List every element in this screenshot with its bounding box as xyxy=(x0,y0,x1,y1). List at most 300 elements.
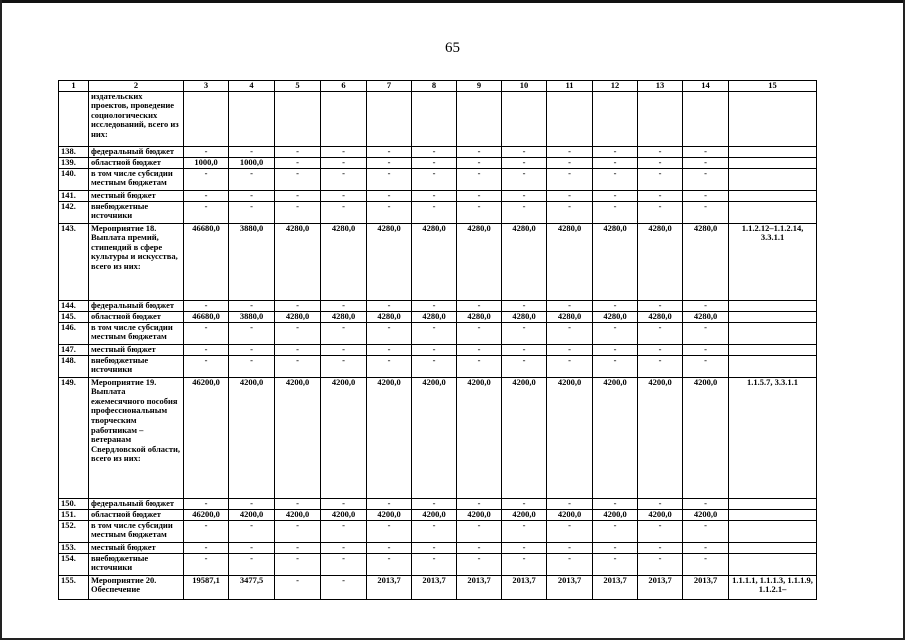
column-header-7: 7 xyxy=(367,81,412,92)
value-cell: - xyxy=(275,542,321,553)
row-name: областной бюджет xyxy=(89,311,184,322)
value-cell: - xyxy=(275,157,321,168)
row-name: в том числе субсидии местным бюджетам xyxy=(89,520,184,542)
value-cell: - xyxy=(184,553,229,575)
value-cell: - xyxy=(457,201,502,223)
value-cell: - xyxy=(638,146,683,157)
table-row xyxy=(59,322,817,344)
value-cell: - xyxy=(367,146,412,157)
value-cell: - xyxy=(367,542,412,553)
value-cell xyxy=(547,91,593,146)
value-cell: - xyxy=(457,190,502,201)
value-cell: - xyxy=(547,553,593,575)
column-header-10: 10 xyxy=(502,81,547,92)
value-cell: - xyxy=(412,542,457,553)
target-reference: 1.1.2.12–1.1.2.14, 3.3.1.1 xyxy=(729,223,817,300)
value-cell: - xyxy=(321,575,367,599)
value-cell: - xyxy=(321,322,367,344)
value-cell: - xyxy=(275,300,321,311)
value-cell: - xyxy=(184,355,229,377)
value-cell: 4280,0 xyxy=(593,311,638,322)
value-cell: - xyxy=(502,157,547,168)
target-reference xyxy=(729,201,817,223)
value-cell: - xyxy=(184,201,229,223)
value-cell: - xyxy=(457,520,502,542)
value-cell: - xyxy=(683,322,729,344)
value-cell: 2013,7 xyxy=(638,575,683,599)
value-cell: - xyxy=(229,201,275,223)
table-row xyxy=(59,168,817,190)
row-number: 138. xyxy=(59,146,89,157)
column-header-6: 6 xyxy=(321,81,367,92)
value-cell: - xyxy=(367,168,412,190)
target-reference xyxy=(729,509,817,520)
value-cell: - xyxy=(638,322,683,344)
column-header-14: 14 xyxy=(683,81,729,92)
value-cell: - xyxy=(638,553,683,575)
row-name: областной бюджет xyxy=(89,157,184,168)
value-cell: - xyxy=(683,520,729,542)
table-row xyxy=(59,300,817,311)
column-header-11: 11 xyxy=(547,81,593,92)
value-cell: 4200,0 xyxy=(593,509,638,520)
value-cell: - xyxy=(275,146,321,157)
value-cell: - xyxy=(229,498,275,509)
value-cell: - xyxy=(275,520,321,542)
target-reference xyxy=(729,168,817,190)
target-reference xyxy=(729,300,817,311)
value-cell: - xyxy=(229,542,275,553)
value-cell: - xyxy=(638,168,683,190)
value-cell: 1000,0 xyxy=(184,157,229,168)
table-row xyxy=(59,190,817,201)
value-cell xyxy=(683,91,729,146)
value-cell: 4280,0 xyxy=(321,223,367,300)
row-number: 140. xyxy=(59,168,89,190)
value-cell: - xyxy=(502,344,547,355)
table-row xyxy=(59,91,817,146)
value-cell: - xyxy=(367,190,412,201)
table-row xyxy=(59,344,817,355)
value-cell xyxy=(638,91,683,146)
value-cell: - xyxy=(412,322,457,344)
value-cell: - xyxy=(638,498,683,509)
value-cell: 4280,0 xyxy=(502,311,547,322)
target-reference xyxy=(729,553,817,575)
value-cell: 4200,0 xyxy=(367,509,412,520)
value-cell: 4280,0 xyxy=(412,311,457,322)
value-cell: - xyxy=(683,553,729,575)
value-cell: - xyxy=(638,201,683,223)
value-cell: - xyxy=(321,157,367,168)
value-cell: - xyxy=(275,190,321,201)
value-cell: - xyxy=(502,168,547,190)
row-number: 151. xyxy=(59,509,89,520)
value-cell: - xyxy=(367,520,412,542)
value-cell: 4280,0 xyxy=(367,223,412,300)
value-cell: - xyxy=(593,201,638,223)
value-cell: 2013,7 xyxy=(593,575,638,599)
value-cell: - xyxy=(547,520,593,542)
value-cell: - xyxy=(275,553,321,575)
value-cell: - xyxy=(184,146,229,157)
value-cell: - xyxy=(547,201,593,223)
row-number: 155. xyxy=(59,575,89,599)
value-cell: - xyxy=(184,168,229,190)
value-cell: - xyxy=(321,355,367,377)
value-cell: - xyxy=(367,553,412,575)
row-name: внебюджетные источники xyxy=(89,355,184,377)
table-row xyxy=(59,542,817,553)
row-name: внебюджетные источники xyxy=(89,201,184,223)
value-cell: - xyxy=(638,542,683,553)
column-header-2: 2 xyxy=(89,81,184,92)
value-cell: - xyxy=(321,498,367,509)
value-cell: - xyxy=(457,344,502,355)
table-body xyxy=(59,81,817,600)
column-header-5: 5 xyxy=(275,81,321,92)
value-cell: - xyxy=(184,498,229,509)
value-cell: 4280,0 xyxy=(275,223,321,300)
row-name: в том числе субсидии местным бюджетам xyxy=(89,168,184,190)
value-cell: - xyxy=(229,553,275,575)
value-cell: - xyxy=(412,553,457,575)
target-reference: 1.1.1.1, 1.1.1.3, 1.1.1.9, 1.1.2.1– xyxy=(729,575,817,599)
value-cell: - xyxy=(457,157,502,168)
value-cell: - xyxy=(547,355,593,377)
value-cell: 4200,0 xyxy=(547,377,593,498)
value-cell: - xyxy=(275,498,321,509)
row-name: в том числе субсидии местным бюджетам xyxy=(89,322,184,344)
value-cell xyxy=(457,91,502,146)
row-name: внебюджетные источники xyxy=(89,553,184,575)
table-row xyxy=(59,575,817,599)
table-row xyxy=(59,157,817,168)
value-cell: - xyxy=(683,355,729,377)
page-frame-top xyxy=(0,0,905,3)
row-number: 153. xyxy=(59,542,89,553)
column-header-15: 15 xyxy=(729,81,817,92)
value-cell: - xyxy=(321,201,367,223)
value-cell: 4200,0 xyxy=(457,509,502,520)
value-cell: - xyxy=(547,322,593,344)
value-cell: - xyxy=(229,190,275,201)
target-reference: 1.1.5.7, 3.3.1.1 xyxy=(729,377,817,498)
value-cell: - xyxy=(502,201,547,223)
value-cell: - xyxy=(502,146,547,157)
value-cell: 4200,0 xyxy=(593,377,638,498)
value-cell: - xyxy=(184,322,229,344)
value-cell: - xyxy=(184,520,229,542)
value-cell: - xyxy=(367,355,412,377)
value-cell xyxy=(593,91,638,146)
value-cell: - xyxy=(683,542,729,553)
column-header-9: 9 xyxy=(457,81,502,92)
target-reference xyxy=(729,190,817,201)
value-cell: - xyxy=(547,498,593,509)
row-name: федеральный бюджет xyxy=(89,146,184,157)
table-row xyxy=(59,146,817,157)
value-cell: - xyxy=(321,344,367,355)
row-name: местный бюджет xyxy=(89,344,184,355)
value-cell: 4280,0 xyxy=(321,311,367,322)
value-cell: - xyxy=(412,168,457,190)
column-header-12: 12 xyxy=(593,81,638,92)
row-number: 148. xyxy=(59,355,89,377)
table-row xyxy=(59,553,817,575)
value-cell: - xyxy=(683,344,729,355)
value-cell: - xyxy=(502,190,547,201)
value-cell: - xyxy=(275,575,321,599)
row-number: 152. xyxy=(59,520,89,542)
column-header-8: 8 xyxy=(412,81,457,92)
value-cell: - xyxy=(593,344,638,355)
value-cell: 4200,0 xyxy=(321,377,367,498)
value-cell: - xyxy=(367,322,412,344)
value-cell: - xyxy=(184,542,229,553)
value-cell: - xyxy=(683,201,729,223)
value-cell: 4200,0 xyxy=(683,377,729,498)
value-cell: - xyxy=(412,157,457,168)
value-cell: - xyxy=(275,344,321,355)
value-cell: 2013,7 xyxy=(502,575,547,599)
value-cell: - xyxy=(547,300,593,311)
value-cell: 2013,7 xyxy=(547,575,593,599)
value-cell: 4280,0 xyxy=(275,311,321,322)
value-cell: - xyxy=(502,322,547,344)
table-row xyxy=(59,223,817,300)
target-reference xyxy=(729,355,817,377)
value-cell: - xyxy=(547,168,593,190)
value-cell: - xyxy=(321,146,367,157)
target-reference xyxy=(729,146,817,157)
value-cell: 4280,0 xyxy=(638,311,683,322)
value-cell: - xyxy=(502,300,547,311)
value-cell: 4200,0 xyxy=(638,377,683,498)
target-reference xyxy=(729,157,817,168)
value-cell: - xyxy=(593,157,638,168)
budget-table xyxy=(58,80,817,600)
value-cell: 4200,0 xyxy=(275,377,321,498)
value-cell: - xyxy=(412,190,457,201)
row-number: 147. xyxy=(59,344,89,355)
value-cell: 2013,7 xyxy=(367,575,412,599)
value-cell: 19587,1 xyxy=(184,575,229,599)
value-cell: 4280,0 xyxy=(547,311,593,322)
value-cell: - xyxy=(457,168,502,190)
value-cell: - xyxy=(547,157,593,168)
table-row xyxy=(59,377,817,498)
value-cell: - xyxy=(184,190,229,201)
page-frame-left xyxy=(0,0,2,640)
value-cell: - xyxy=(502,355,547,377)
value-cell: - xyxy=(683,190,729,201)
value-cell: 4280,0 xyxy=(683,311,729,322)
value-cell: 4200,0 xyxy=(638,509,683,520)
value-cell: - xyxy=(367,498,412,509)
value-cell: 4200,0 xyxy=(229,509,275,520)
row-number: 145. xyxy=(59,311,89,322)
row-number: 143. xyxy=(59,223,89,300)
value-cell: 3880,0 xyxy=(229,311,275,322)
value-cell: - xyxy=(593,190,638,201)
value-cell: - xyxy=(229,168,275,190)
column-header-13: 13 xyxy=(638,81,683,92)
value-cell: - xyxy=(321,520,367,542)
value-cell: - xyxy=(229,322,275,344)
value-cell xyxy=(275,91,321,146)
row-number xyxy=(59,91,89,146)
value-cell: - xyxy=(457,355,502,377)
value-cell: - xyxy=(229,300,275,311)
value-cell: - xyxy=(457,322,502,344)
value-cell: 4200,0 xyxy=(547,509,593,520)
value-cell: - xyxy=(502,542,547,553)
value-cell: - xyxy=(184,344,229,355)
value-cell: - xyxy=(502,498,547,509)
value-cell: 2013,7 xyxy=(683,575,729,599)
table-row xyxy=(59,509,817,520)
value-cell: - xyxy=(229,146,275,157)
value-cell: - xyxy=(593,146,638,157)
row-name: местный бюджет xyxy=(89,190,184,201)
column-header-1: 1 xyxy=(59,81,89,92)
value-cell xyxy=(184,91,229,146)
value-cell: 4280,0 xyxy=(457,223,502,300)
target-reference xyxy=(729,91,817,146)
target-reference xyxy=(729,322,817,344)
value-cell: 46680,0 xyxy=(184,223,229,300)
value-cell: - xyxy=(229,520,275,542)
value-cell: - xyxy=(547,344,593,355)
value-cell: - xyxy=(412,201,457,223)
value-cell: 2013,7 xyxy=(412,575,457,599)
value-cell: 4200,0 xyxy=(367,377,412,498)
value-cell: - xyxy=(593,300,638,311)
row-number: 141. xyxy=(59,190,89,201)
row-number: 154. xyxy=(59,553,89,575)
column-header-3: 3 xyxy=(184,81,229,92)
value-cell: - xyxy=(683,157,729,168)
row-number: 149. xyxy=(59,377,89,498)
value-cell: 2013,7 xyxy=(457,575,502,599)
value-cell: - xyxy=(367,201,412,223)
value-cell: - xyxy=(229,355,275,377)
value-cell: - xyxy=(321,300,367,311)
value-cell: - xyxy=(229,344,275,355)
value-cell: - xyxy=(321,553,367,575)
value-cell: - xyxy=(457,300,502,311)
row-name: издательских проектов, проведение социологических исследований, всего из них: xyxy=(89,91,184,146)
value-cell: - xyxy=(638,355,683,377)
value-cell: 4280,0 xyxy=(638,223,683,300)
value-cell: - xyxy=(683,498,729,509)
value-cell: - xyxy=(638,344,683,355)
value-cell: - xyxy=(457,498,502,509)
value-cell: - xyxy=(412,498,457,509)
value-cell: 46200,0 xyxy=(184,377,229,498)
value-cell: - xyxy=(638,300,683,311)
value-cell: - xyxy=(593,355,638,377)
row-name: Мероприятие 20. Обеспечение xyxy=(89,575,184,599)
value-cell: 4280,0 xyxy=(412,223,457,300)
row-name: местный бюджет xyxy=(89,542,184,553)
target-reference xyxy=(729,311,817,322)
value-cell: 4200,0 xyxy=(412,509,457,520)
value-cell: 4280,0 xyxy=(367,311,412,322)
value-cell: 4200,0 xyxy=(275,509,321,520)
value-cell: - xyxy=(321,542,367,553)
value-cell: - xyxy=(683,300,729,311)
row-number: 146. xyxy=(59,322,89,344)
value-cell: 4280,0 xyxy=(457,311,502,322)
value-cell: 46200,0 xyxy=(184,509,229,520)
target-reference xyxy=(729,542,817,553)
value-cell: - xyxy=(275,168,321,190)
column-number-row xyxy=(59,81,817,92)
target-reference xyxy=(729,520,817,542)
value-cell: 4200,0 xyxy=(683,509,729,520)
table-row xyxy=(59,311,817,322)
table-row xyxy=(59,201,817,223)
value-cell: - xyxy=(502,520,547,542)
value-cell: - xyxy=(593,520,638,542)
value-cell: - xyxy=(367,157,412,168)
value-cell: - xyxy=(502,553,547,575)
value-cell: - xyxy=(638,520,683,542)
value-cell: 4200,0 xyxy=(229,377,275,498)
value-cell: - xyxy=(321,190,367,201)
value-cell: - xyxy=(593,542,638,553)
value-cell: - xyxy=(275,322,321,344)
value-cell: 4200,0 xyxy=(321,509,367,520)
value-cell: 4200,0 xyxy=(502,377,547,498)
value-cell: - xyxy=(683,146,729,157)
value-cell: 46680,0 xyxy=(184,311,229,322)
value-cell: - xyxy=(321,168,367,190)
value-cell: - xyxy=(412,520,457,542)
value-cell xyxy=(502,91,547,146)
value-cell: - xyxy=(638,157,683,168)
value-cell: 4280,0 xyxy=(502,223,547,300)
value-cell: 4200,0 xyxy=(412,377,457,498)
value-cell: - xyxy=(367,344,412,355)
row-name: областной бюджет xyxy=(89,509,184,520)
column-header-4: 4 xyxy=(229,81,275,92)
value-cell: - xyxy=(547,542,593,553)
value-cell xyxy=(412,91,457,146)
value-cell: - xyxy=(367,300,412,311)
value-cell: 3477,5 xyxy=(229,575,275,599)
row-name: федеральный бюджет xyxy=(89,300,184,311)
row-number: 142. xyxy=(59,201,89,223)
value-cell: - xyxy=(457,146,502,157)
row-name: федеральный бюджет xyxy=(89,498,184,509)
value-cell: 3880,0 xyxy=(229,223,275,300)
value-cell xyxy=(367,91,412,146)
value-cell: - xyxy=(275,201,321,223)
value-cell: - xyxy=(593,553,638,575)
value-cell: 4200,0 xyxy=(457,377,502,498)
value-cell: 1000,0 xyxy=(229,157,275,168)
row-number: 139. xyxy=(59,157,89,168)
value-cell: - xyxy=(412,146,457,157)
row-number: 150. xyxy=(59,498,89,509)
value-cell: - xyxy=(593,168,638,190)
value-cell: - xyxy=(683,168,729,190)
value-cell: - xyxy=(457,553,502,575)
value-cell xyxy=(321,91,367,146)
